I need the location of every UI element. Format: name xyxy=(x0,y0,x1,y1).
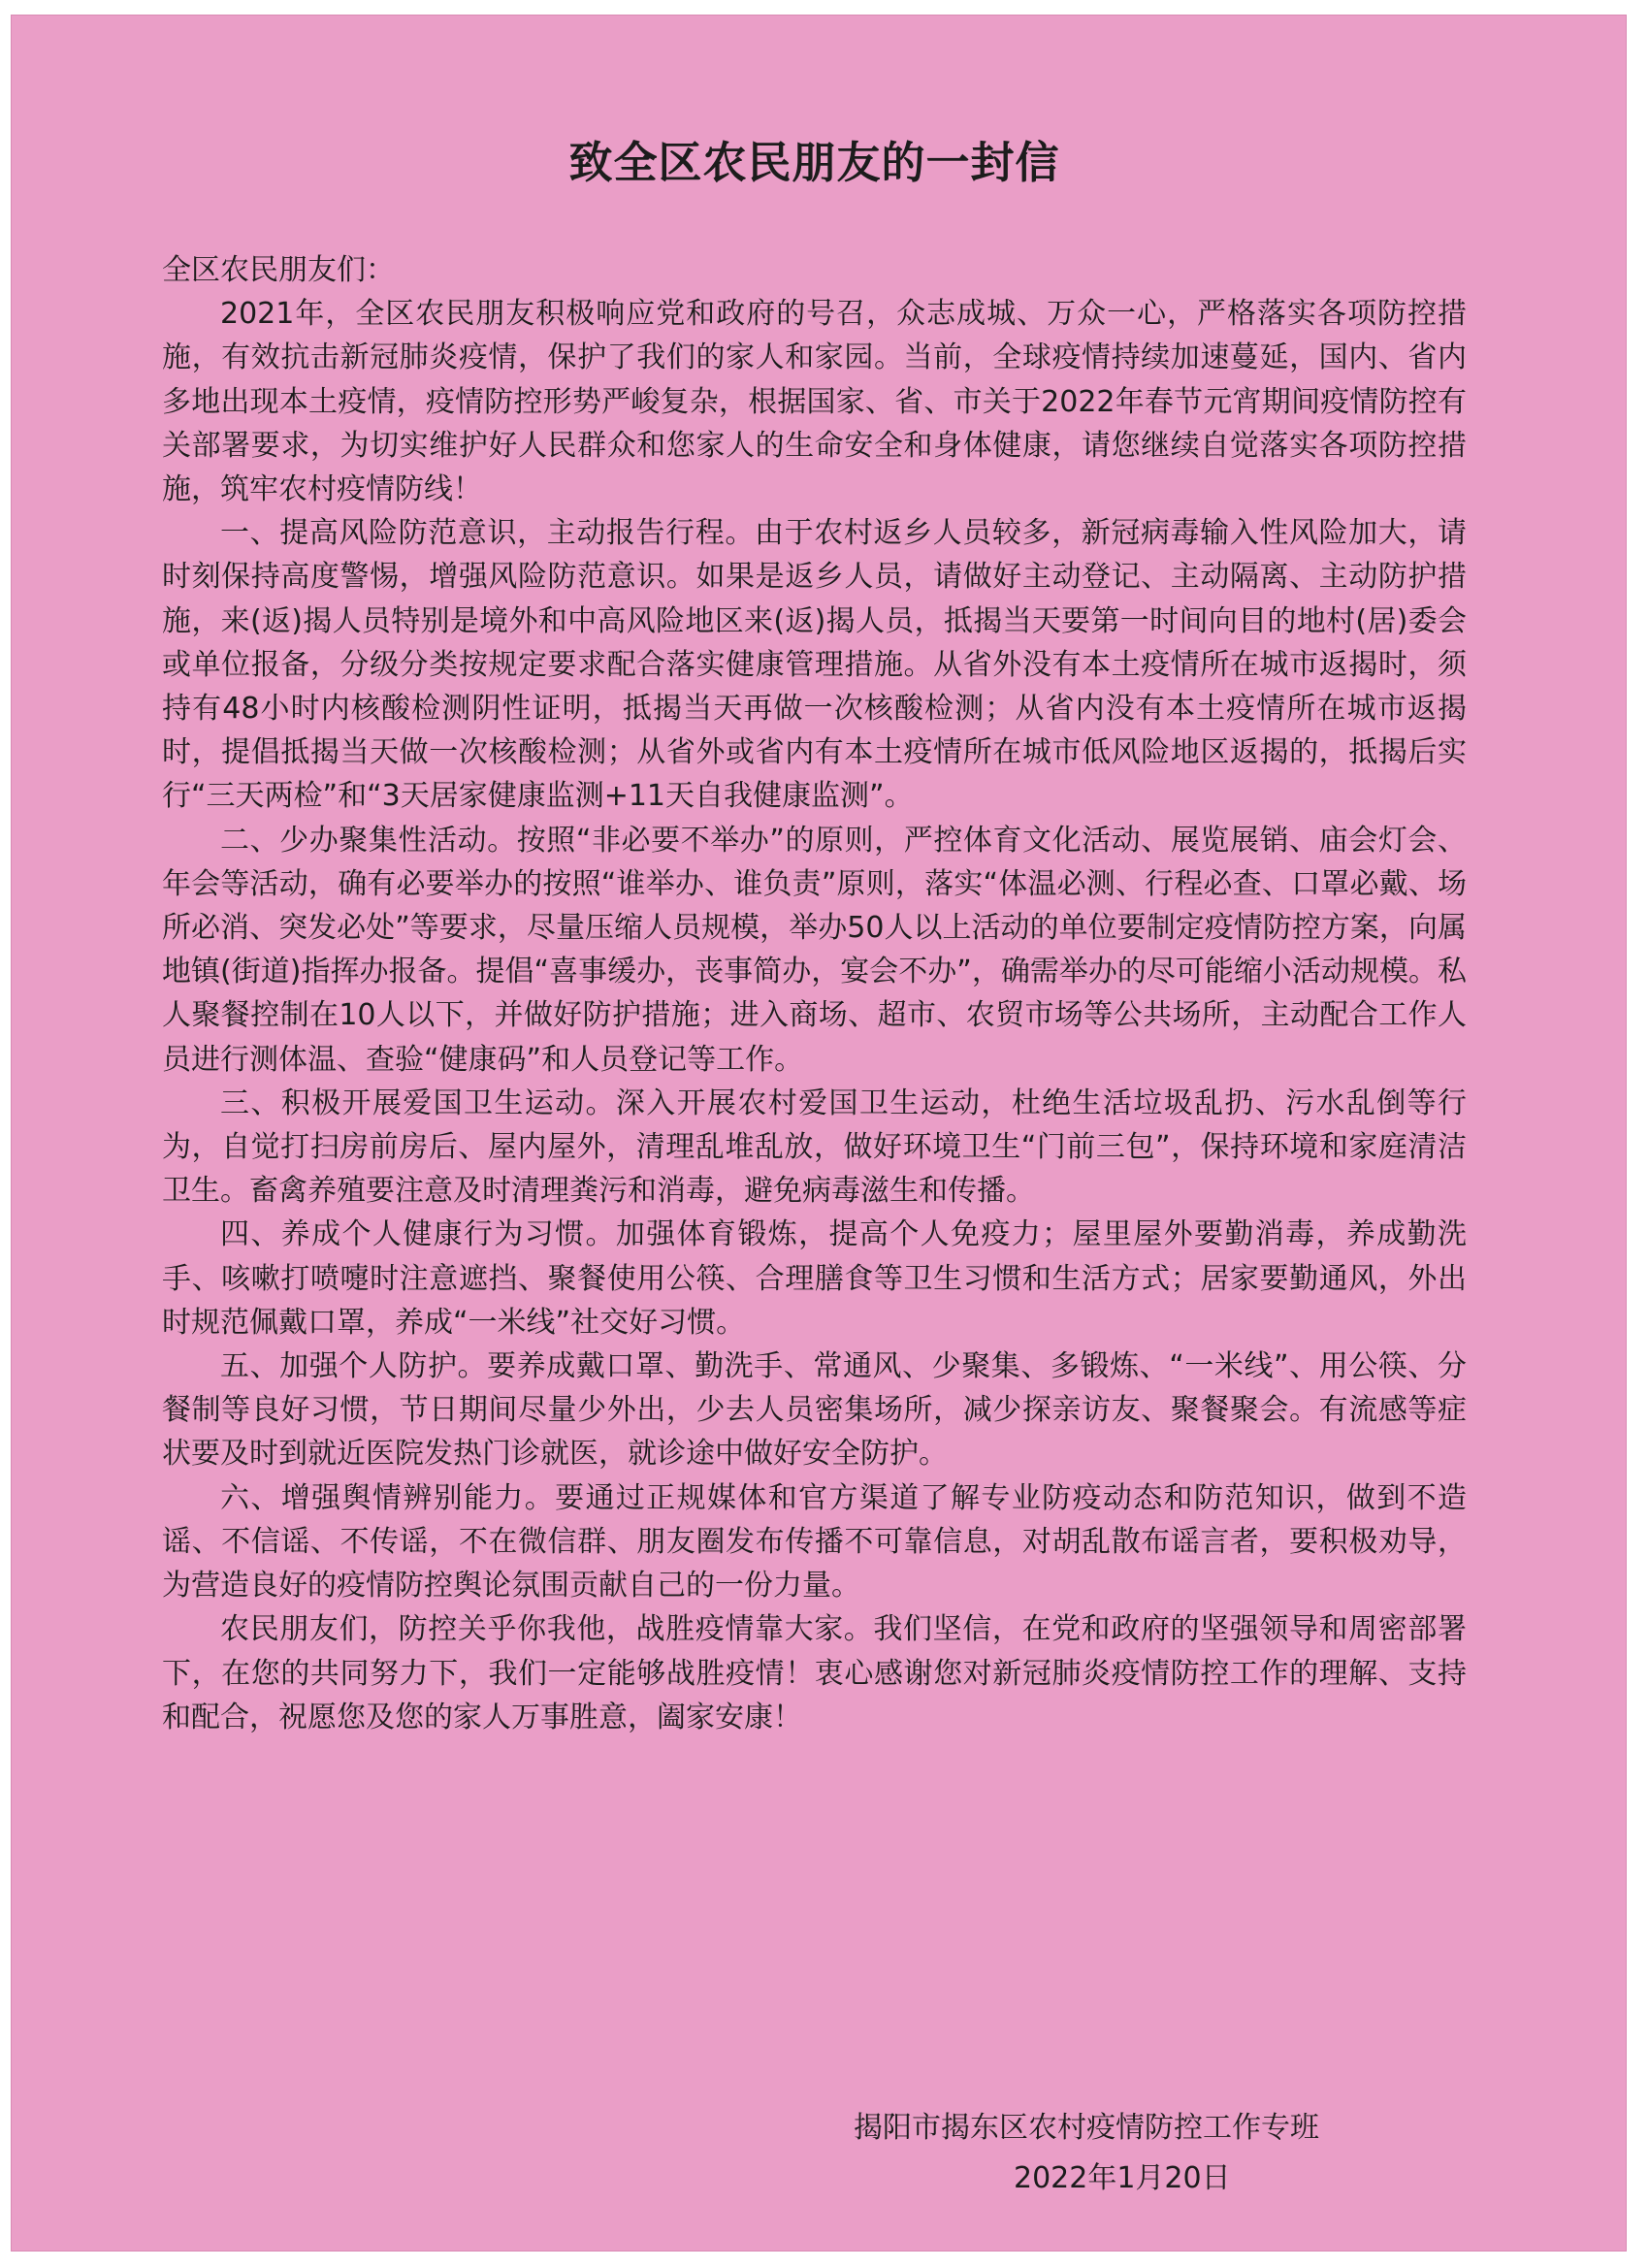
paragraph-section-3: 三、积极开展爱国卫生运动。深入开展农村爱国卫生运动，杜绝生活垃圾乱扔、污水乱倒等行为，自觉打扫房前房后、屋内屋外，清理乱堆乱放，做好环境卫生“门前三包”，保持环境和家庭清洁卫生。畜禽养殖要注意及时清理粪污和消毒，避免病毒滋生和传播。 xyxy=(162,1085,1467,1209)
paragraph-section-2: 二、少办聚集性活动。按照“非必要不举办”的原则，严控体育文化活动、展览展销、庙会灯会、年会等活动，确有必要举办的按照“谁举办、谁负责”原则，落实“体温必测、行程必查、口罩必戴、场所必消、突发必处”等要求，尽量压缩人员规模，举办50人以上活动的单位要制定疫情防控方案，向属地镇(街道)指挥办报备。提倡“喜事缓办，丧事简办，宴会不办”，确需举办的尽可能缩小活动规模。私人聚餐控制在10人以下，并做好防护措施；进入商场、超市、农贸市场等公共场所，主动配合工作人员进行测体温、查验“健康码”和人员登记等工作。 xyxy=(162,823,1467,1077)
paragraph-section-4: 四、养成个人健康行为习惯。加强体育锻炼，提高个人免疫力；屋里屋外要勤消毒，养成勤洗手、咳嗽打喷嚏时注意遮挡、聚餐使用公筷、合理膳食等卫生习惯和生活方式；居家要勤通风，外出时规范佩戴口罩，养成“一米线”社交好习惯。 xyxy=(162,1217,1467,1340)
paragraph-section-5: 五、加强个人防护。要养成戴口罩、勤洗手、常通风、少聚集、多锻炼、“一米线”、用公筷、分餐制等良好习惯，节日期间尽量少外出，少去人员密集场所，减少探亲访友、聚餐聚会。有流感等症状要及时到就近医院发热门诊就医，就诊途中做好安全防护。 xyxy=(162,1349,1467,1472)
paragraph-closing: 农民朋友们，防控关乎你我他，战胜疫情靠大家。我们坚信，在党和政府的坚强领导和周密部署下，在您的共同努力下，我们一定能够战胜疫情！衷心感谢您对新冠肺炎疫情防控工作的理解、支持和配合，祝愿您及您的家人万事胜意，阖家安康！ xyxy=(162,1612,1467,1734)
salutation: 全区农民朋友们： xyxy=(162,253,395,287)
signature-organization: 揭阳市揭东区农村疫情防控工作专班 xyxy=(854,2111,1319,2145)
paragraph-section-1: 一、提高风险防范意识，主动报告行程。由于农村返乡人员较多，新冠病毒输入性风险加大，请时刻保持高度警惕，增强风险防范意识。如果是返乡人员，请做好主动登记、主动隔离、主动防护措施，来(返)揭人员特别是境外和中高风险地区来(返)揭人员，抵揭当天要第一时间向目的地村(居)委会或单位报备，分级分类按规定要求配合落实健康管理措施。从省外没有本土疫情所在城市返揭时，须持有48小时内核酸检测阴性证明，抵揭当天再做一次核酸检测；从省内没有本土疫情所在城市返揭时，提倡抵揭当天做一次核酸检测；从省外或省内有本土疫情所在城市低风险地区返揭的，抵揭后实行“三天两检”和“3天居家健康监测+11天自我健康监测”。 xyxy=(162,516,1467,814)
signature-date: 2022年1月20日 xyxy=(1014,2161,1231,2195)
letter-sheet xyxy=(12,16,1626,2251)
paragraph-section-6: 六、增强舆情辨别能力。要通过正规媒体和官方渠道了解专业防疫动态和防范知识，做到不造谣、不信谣、不传谣，不在微信群、朋友圈发布传播不可靠信息，对胡乱散布谣言者，要积极劝导，为营造良好的疫情防控舆论氛围贡献自己的一份力量。 xyxy=(162,1480,1467,1604)
letter-title: 致全区农民朋友的一封信 xyxy=(568,137,1060,188)
paragraph-intro: 2021年，全区农民朋友积极响应党和政府的号召，众志成城、万众一心，严格落实各项防控措施，有效抗击新冠肺炎疫情，保护了我们的家人和家园。当前，全球疫情持续加速蔓延，国内、省内多地出现本土疫情，疫情防控形势严峻复杂，根据国家、省、市关于2022年春节元宵期间疫情防控有关部署要求，为切实维护好人民群众和您家人的生命安全和身体健康，请您继续自觉落实各项防控措施，筑牢农村疫情防线！ xyxy=(162,297,1467,507)
letter-body xyxy=(162,134,1467,1739)
